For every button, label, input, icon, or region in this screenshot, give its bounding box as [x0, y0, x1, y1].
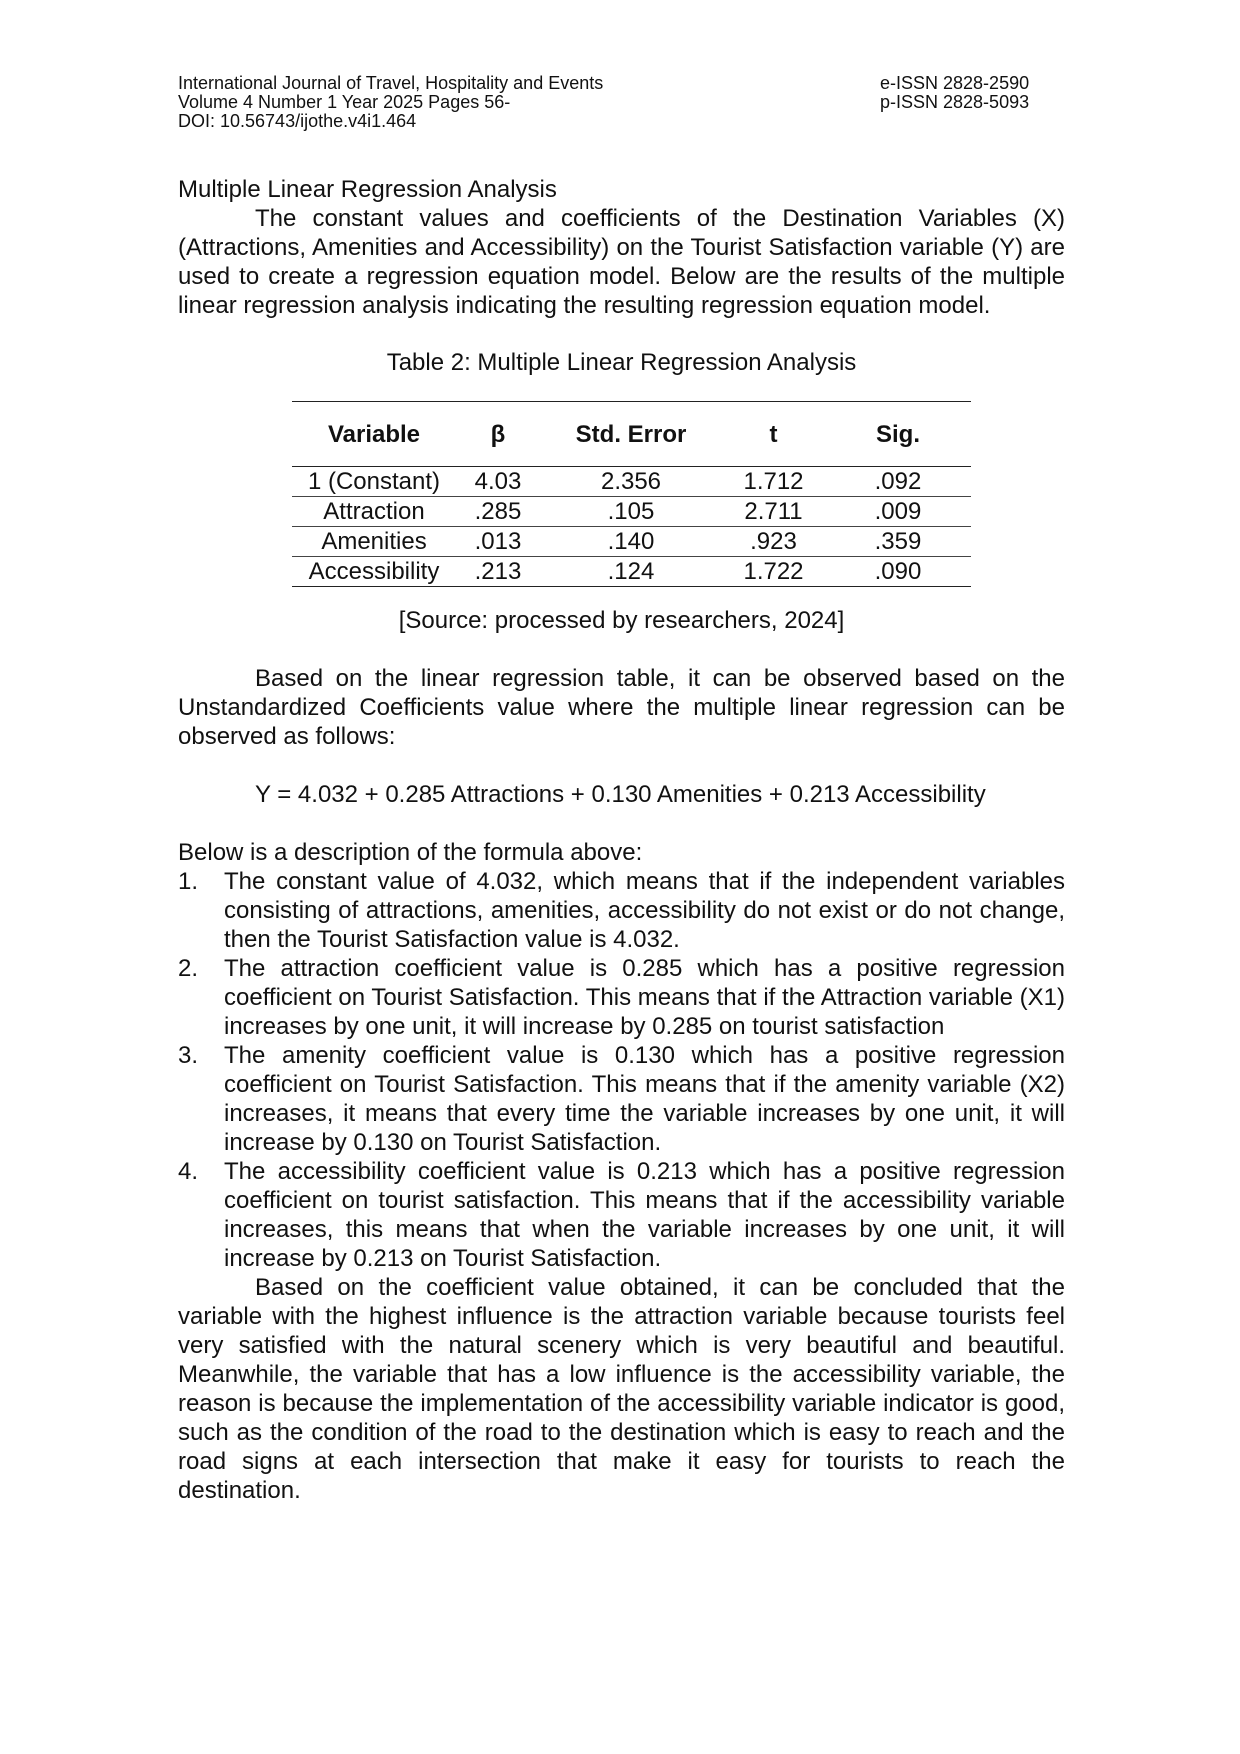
list-item-number: 1.	[178, 868, 199, 895]
cell-std-error: .140	[540, 527, 722, 557]
cell-t: 1.722	[722, 557, 825, 587]
list-item	[178, 954, 1065, 1041]
table-source: [Source: processed by researchers, 2024]	[398, 607, 845, 634]
list-item-text: The amenity coefficient value is 0.130 which has a positive regression coefficient on Tourist Satisfaction. This means that if the amenity variable (X2) increases, it means that every time the variable increases by one unit, it will increase by 0.130 on Tourist Satisfaction.	[224, 1042, 1065, 1156]
header-t: t	[722, 402, 825, 467]
header-beta: β	[456, 402, 540, 467]
cell-std-error: .124	[540, 557, 722, 587]
document-page	[178, 74, 1065, 1505]
list-intro: Below is a description of the formula above:	[178, 839, 643, 866]
cell-variable: Accessibility	[292, 557, 456, 587]
header-variable: Variable	[292, 402, 456, 467]
regression-equation: Y = 4.032 + 0.285 Attractions + 0.130 Amenities + 0.213 Accessibility	[255, 781, 986, 808]
cell-beta: .013	[456, 527, 540, 557]
cell-variable: Amenities	[292, 527, 456, 557]
table-row	[292, 497, 971, 527]
cell-t: 1.712	[722, 467, 825, 497]
list-item	[178, 1041, 1065, 1157]
regression-table-wrapper	[292, 401, 971, 587]
header-std-error: Std. Error	[540, 402, 722, 467]
table-header-row	[292, 402, 971, 467]
cell-std-error: .105	[540, 497, 722, 527]
list-item-text: The accessibility coefficient value is 0.213 which has a positive regression coefficient on tourist satisfaction. This means that if the accessibility variable increases, this means that when the variable increases by one unit, it will increase by 0.213 on Tourist Satisfaction.	[224, 1158, 1065, 1272]
cell-variable: Attraction	[292, 497, 456, 527]
pissn: p-ISSN 2828-5093	[880, 92, 1030, 112]
list-item-number: 2.	[178, 955, 199, 982]
list-item	[178, 1157, 1065, 1273]
journal-name: International Journal of Travel, Hospitality and Events	[178, 73, 604, 93]
cell-beta: .285	[456, 497, 540, 527]
section-title: Multiple Linear Regression Analysis	[178, 176, 557, 203]
journal-volume: Volume 4 Number 1 Year 2025 Pages 56-	[178, 92, 511, 112]
list-item-number: 4.	[178, 1158, 199, 1185]
cell-beta: 4.03	[456, 467, 540, 497]
analysis-paragraph: Based on the linear regression table, it can be observed based on the Unstandardized Coefficients value where the multiple linear regression can be observed as follows:	[178, 665, 1065, 750]
conclusion-paragraph: Based on the coefficient value obtained, it can be concluded that the variable with the highest influence is the attraction variable because tourists feel very satisfied with the natural scenery which is very beautiful and beautiful. Meanwhile, the variable that has a low influence is the accessibility variable, the reason is because the implementation of the accessibility variable indicator is good, such as the condition of the road to the destination which is easy to reach and the road signs at each intersection that make it easy for tourists to reach the destination.	[178, 1274, 1065, 1504]
eissn: e-ISSN 2828-2590	[880, 73, 1030, 93]
cell-sig: .359	[825, 527, 971, 557]
table-row	[292, 467, 971, 497]
list-item-text: The attraction coefficient value is 0.285 which has a positive regression coefficient on Tourist Satisfaction. This means that if the Attraction variable (X1) increases by one unit, it will increase by 0.285 on tourist satisfaction	[224, 955, 1065, 1040]
main-content	[178, 176, 1065, 1505]
table-caption: Table 2: Multiple Linear Regression Analysis	[386, 349, 857, 376]
table-row	[292, 527, 971, 557]
journal-header	[178, 74, 1065, 146]
intro-paragraph: The constant values and coefficients of the Destination Variables (X) (Attractions, Amenities and Accessibility) on the Tourist Satisfaction variable (Y) are used to create a regression equation model. Below are the results of the multiple linear regression analysis indicating the resulting regression equation model.	[178, 205, 1065, 319]
header-sig: Sig.	[825, 402, 971, 467]
cell-sig: .090	[825, 557, 971, 587]
cell-std-error: 2.356	[540, 467, 722, 497]
cell-beta: .213	[456, 557, 540, 587]
cell-sig: .092	[825, 467, 971, 497]
list-item-number: 3.	[178, 1042, 199, 1069]
cell-t: .923	[722, 527, 825, 557]
cell-variable: 1 (Constant)	[292, 467, 456, 497]
cell-sig: .009	[825, 497, 971, 527]
issn-info	[880, 74, 1029, 112]
list-item-text: The constant value of 4.032, which means that if the independent variables consisting of attractions, amenities, accessibility do not exist or do not change, then the Tourist Satisfaction value is 4.032.	[224, 868, 1065, 953]
regression-table	[292, 401, 971, 587]
list-item	[178, 867, 1065, 954]
cell-t: 2.711	[722, 497, 825, 527]
formula-description-list	[178, 867, 1065, 1273]
table-row	[292, 557, 971, 587]
journal-doi: DOI: 10.56743/ijothe.v4i1.464	[178, 111, 417, 131]
journal-info	[178, 74, 603, 131]
